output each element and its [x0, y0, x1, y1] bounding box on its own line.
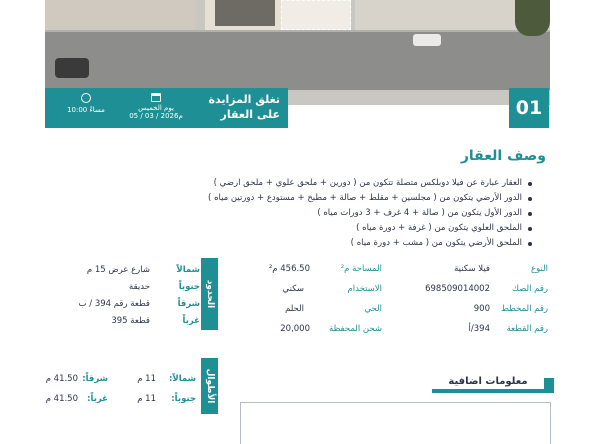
- west-label: غرباً: [182, 316, 200, 326]
- table-row: [60, 299, 200, 314]
- table-row: [60, 265, 200, 280]
- length-south-label: جنوباً:: [171, 394, 196, 404]
- banner-title-line1: تغلق المزايدة: [208, 93, 280, 106]
- list-item: الملحق الأرضي يتكون من ( مشب + دورة مياه ): [202, 236, 532, 251]
- south-label: جنوباً: [178, 282, 200, 292]
- banner-title: [190, 92, 280, 122]
- close-time-value: 10:00 مساءً: [67, 106, 105, 114]
- west-value: قطعة 395: [111, 316, 150, 326]
- description-list: [202, 176, 532, 251]
- property-details: [240, 260, 552, 340]
- area-value: 456.50 م²: [268, 264, 310, 274]
- additional-info-box: [240, 402, 551, 444]
- table-row: [60, 282, 200, 297]
- close-time: [61, 93, 111, 114]
- photo-tree: [515, 0, 550, 36]
- east-value: قطعة رقم 394 / ب: [78, 299, 150, 309]
- charge-label: شحن المحفظة: [329, 324, 382, 334]
- south-value: حديقة: [129, 282, 150, 292]
- plan-value: 900: [473, 304, 490, 314]
- close-date-value: 05 / 03 / 2026م: [129, 112, 183, 120]
- plan-label: رقم المخطط: [501, 304, 548, 314]
- close-day: يوم الخميس: [138, 104, 174, 112]
- plot-label: رقم القطعة: [506, 324, 548, 334]
- description-title: وصف العقار: [460, 148, 546, 164]
- list-item: الملحق العلوي يتكون من ( غرفة + دورة مياه ): [202, 221, 532, 236]
- deed-label: رقم الصك: [511, 284, 548, 294]
- photo-roof: [215, 0, 275, 26]
- use-label: الاستخدام: [347, 284, 382, 294]
- length-east-label: شرقاً:: [82, 374, 108, 384]
- banner-title-line2: على العقار: [220, 108, 280, 121]
- length-east-value: 41.50 م: [45, 374, 78, 384]
- property-number-badge: 01: [509, 88, 549, 128]
- length-north-value: 11 م: [137, 374, 156, 384]
- north-value: شارع عرض 15 م: [86, 265, 150, 275]
- area-label: المساحة م²: [340, 264, 382, 274]
- table-row: [60, 316, 200, 331]
- charge-value: 20,000: [280, 324, 310, 334]
- photo-car: [55, 58, 89, 78]
- clock-icon: [81, 93, 91, 103]
- photo-road: [45, 32, 550, 90]
- lengths-table: [45, 372, 200, 412]
- type-value: فيلا سكنية: [454, 264, 490, 274]
- photo-lot: [45, 0, 195, 30]
- use-value: سكني: [282, 284, 304, 294]
- type-label: النوع: [531, 264, 548, 274]
- list-item: الدور الأول يتكون من ( صالة + 4 غرف + 3 دورات مياه ): [202, 206, 532, 221]
- district-value: الحلم: [285, 304, 304, 314]
- length-south-value: 11 م: [137, 394, 156, 404]
- plot-value: 394/أ: [468, 324, 490, 334]
- north-label: شمالاً: [176, 265, 200, 275]
- calendar-icon: [151, 93, 161, 102]
- close-date: [125, 93, 187, 120]
- lengths-tab: [201, 358, 218, 414]
- borders-tab-label: الحدود: [204, 279, 215, 309]
- lengths-tab-label: الأطوال: [204, 368, 215, 404]
- east-label: شرقاً: [177, 299, 200, 309]
- length-north-label: شمالاً:: [169, 374, 196, 384]
- length-west-label: غرباً:: [87, 394, 108, 404]
- photo-roof-highlighted: [281, 0, 351, 30]
- district-label: الحي: [364, 304, 382, 314]
- photo-car: [413, 34, 441, 46]
- list-item: العقار عبارة عن فيلا دوبلكس متصلة تتكون من ( دورين + ملحق علوي + ملحق ارضي ): [202, 176, 532, 191]
- length-west-value: 41.50 م: [45, 394, 78, 404]
- deed-value: 698509014002: [425, 284, 490, 294]
- auction-close-banner: [45, 88, 288, 128]
- list-item: الدور الأرضي يتكون من ( مجلسين + مقلط + صالة + مطبخ + مستودع + دورتين مياه ): [202, 191, 532, 206]
- borders-table: [60, 263, 200, 333]
- additional-info-title: معلومات اضافية: [432, 375, 544, 389]
- borders-tab: [201, 258, 218, 330]
